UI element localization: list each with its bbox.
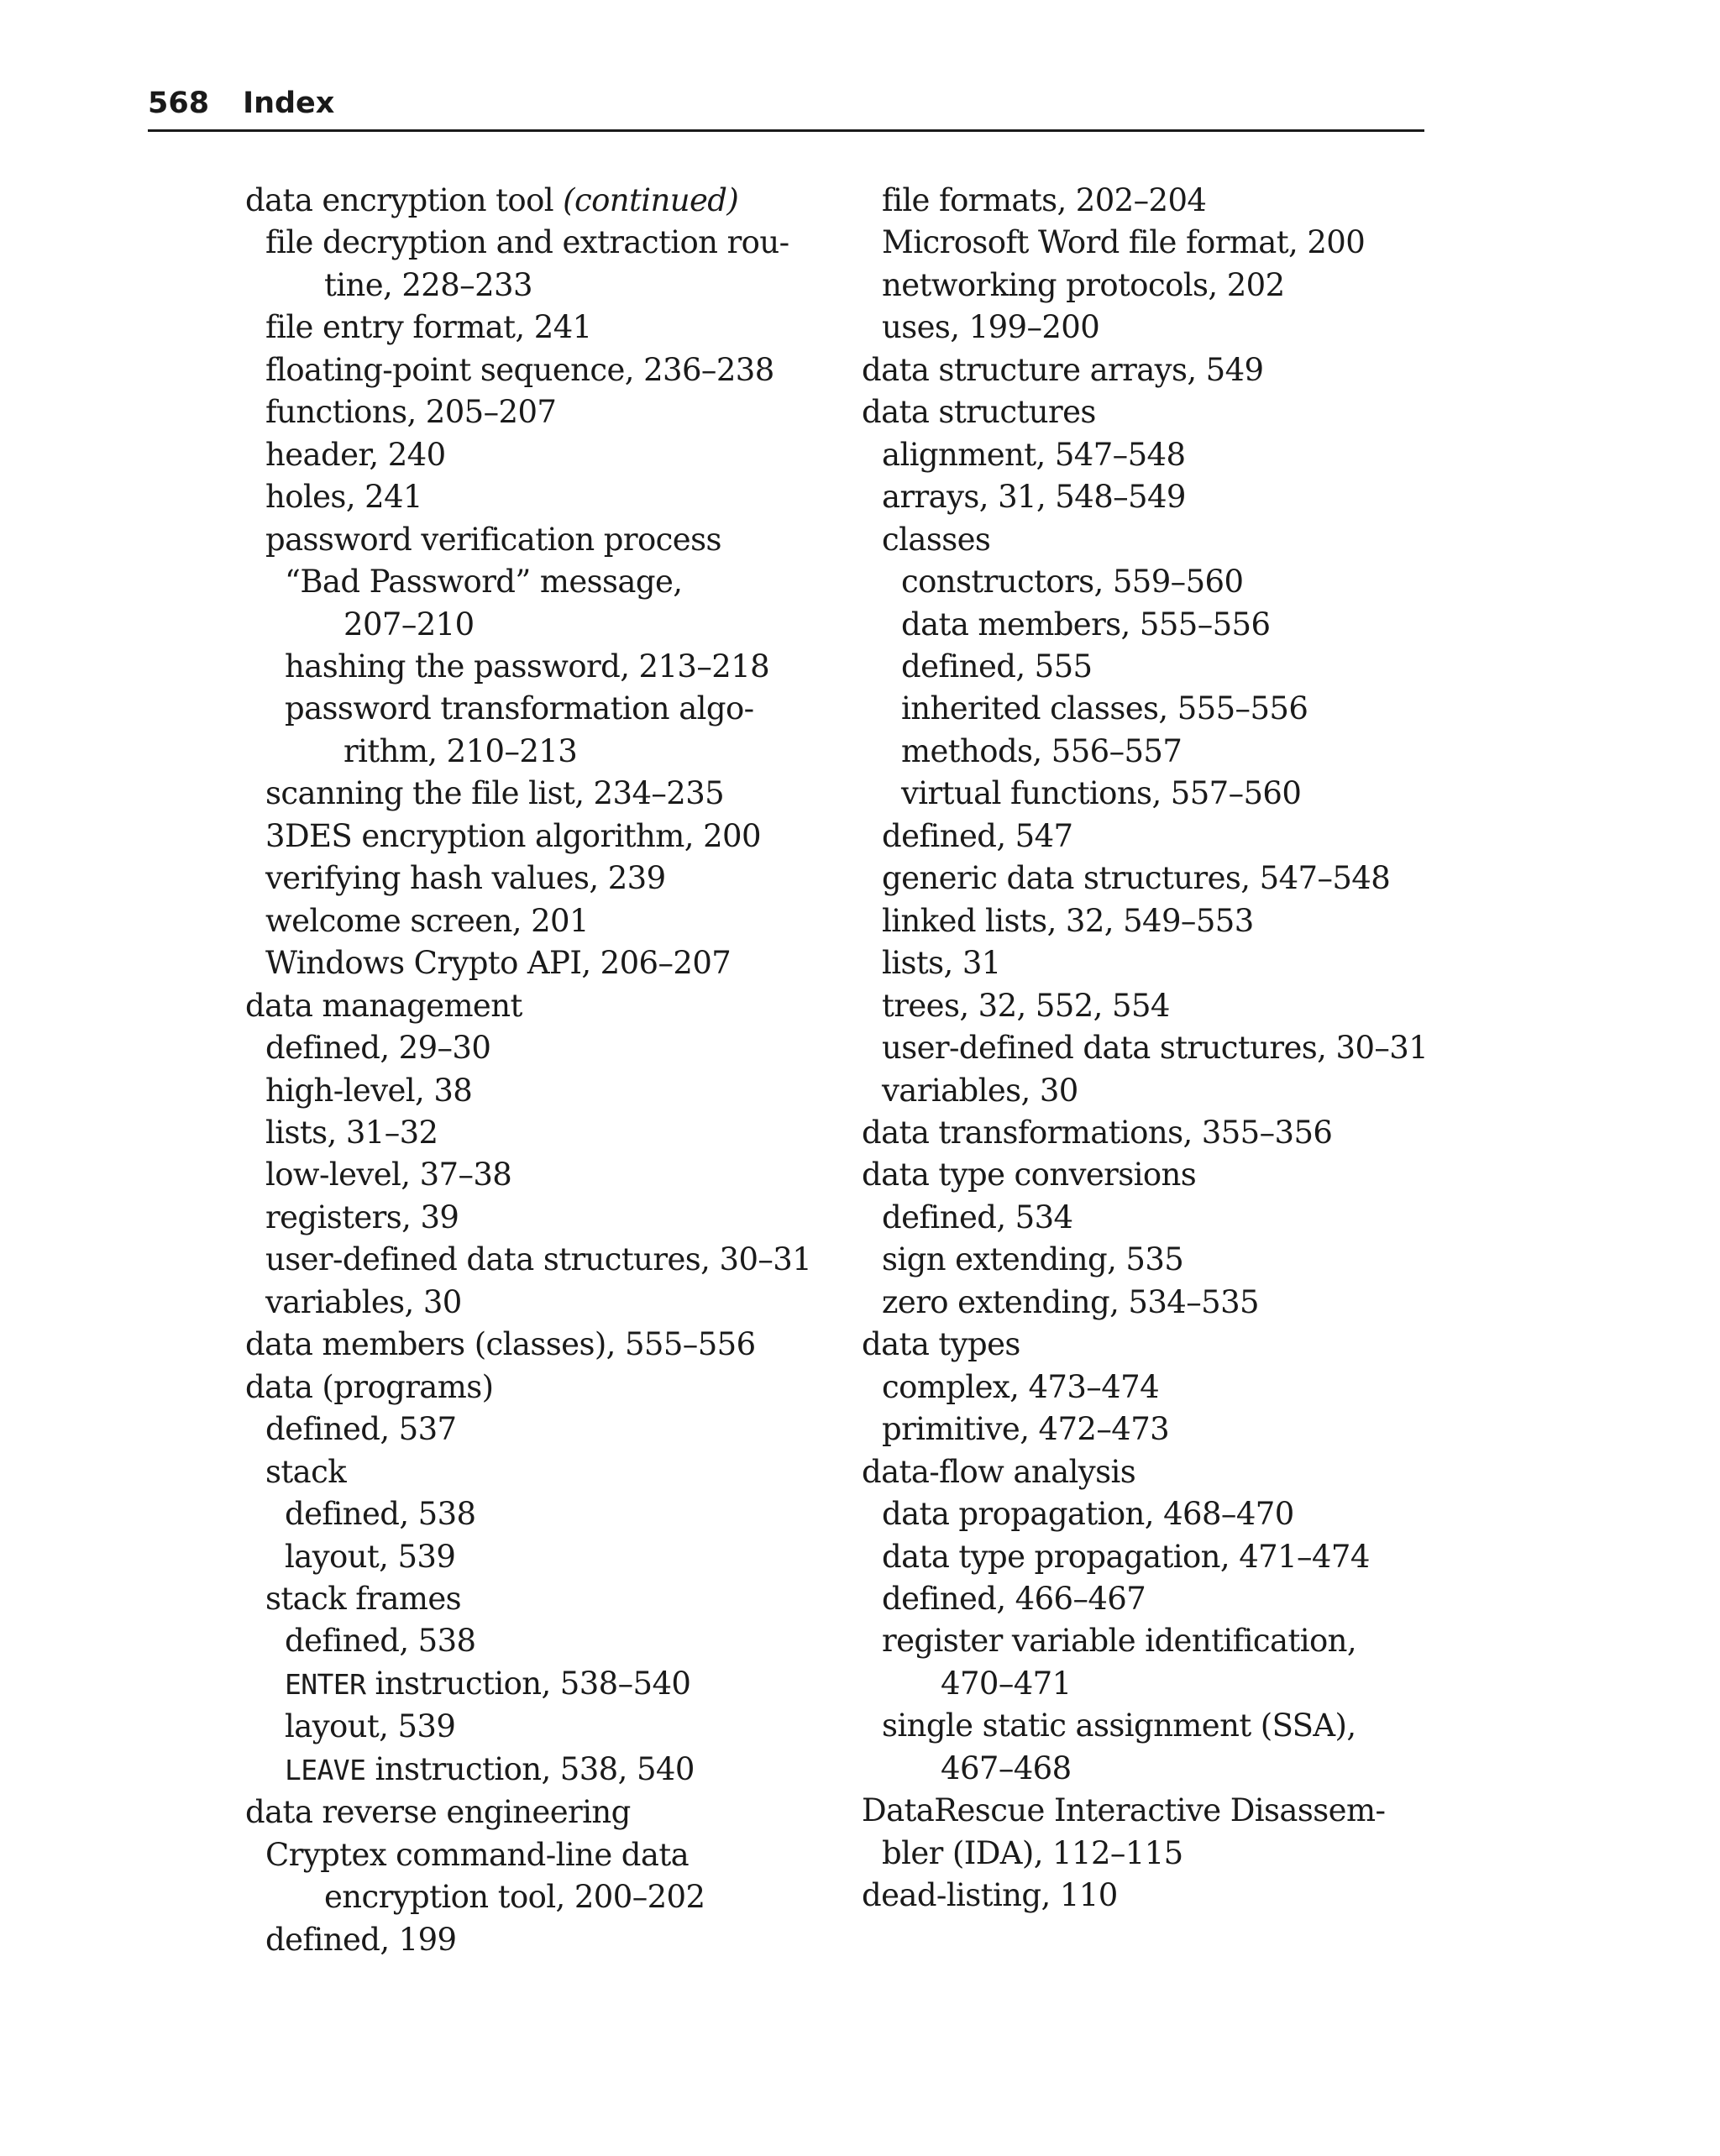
index-column-right <box>862 180 1441 1917</box>
index-subentry: variables, 30 <box>882 1072 1078 1109</box>
index-column-left <box>245 180 850 1961</box>
index-entry: data encryption tool (continued) <box>245 182 739 218</box>
index-entry: data structure arrays, 549 <box>862 351 1264 388</box>
index-subentry: alignment, 547–548 <box>882 436 1186 473</box>
index-subsubentry-continuation: rithm, 210–213 <box>343 732 578 769</box>
index-subentry: file decryption and extraction rou- <box>265 224 789 261</box>
index-subentry: data propagation, 468–470 <box>882 1496 1294 1533</box>
index-subentry: holes, 241 <box>265 479 422 516</box>
index-entry: data (programs) <box>245 1368 494 1405</box>
index-subentry: user-defined data structures, 30–31 <box>882 1030 1429 1067</box>
index-subentry: single static assignment (SSA), <box>882 1707 1356 1744</box>
index-subentry: defined, 537 <box>265 1411 457 1448</box>
index-entry: data type conversions <box>862 1157 1197 1193</box>
index-subsubentry: defined, 555 <box>901 648 1093 685</box>
index-subsubentry: methods, 556–557 <box>901 732 1182 769</box>
index-subentry: file entry format, 241 <box>265 309 592 346</box>
index-subsubentry: virtual functions, 557–560 <box>901 775 1302 812</box>
index-subentry-continuation: 470–471 <box>941 1665 1072 1702</box>
index-subentry: Windows Crypto API, 206–207 <box>265 945 732 982</box>
index-subentry: scanning the file list, 234–235 <box>265 775 725 812</box>
index-subsubentry: defined, 538 <box>285 1496 476 1533</box>
index-subentry: uses, 199–200 <box>882 309 1100 346</box>
index-subsubentry: ENTER instruction, 538–540 <box>285 1665 691 1702</box>
index-subentry: generic data structures, 547–548 <box>882 860 1391 897</box>
index-subentry: registers, 39 <box>265 1199 459 1235</box>
index-subentry: stack frames <box>265 1580 462 1617</box>
code-term: ENTER <box>285 1667 366 1701</box>
index-subsubentry: defined, 538 <box>285 1623 476 1660</box>
index-subentry: defined, 29–30 <box>265 1030 491 1067</box>
index-subentry: stack <box>265 1453 347 1490</box>
index-entry: data management <box>245 987 522 1024</box>
index-subsubentry: “Bad Password” message, <box>285 564 683 601</box>
index-subentry: Microsoft Word file format, 200 <box>882 224 1366 261</box>
index-subentry: arrays, 31, 548–549 <box>882 479 1186 516</box>
index-entry: data reverse engineering <box>245 1794 631 1831</box>
index-entry: data members (classes), 555–556 <box>245 1326 756 1363</box>
index-subentry: defined, 199 <box>265 1921 457 1958</box>
index-subentry: defined, 534 <box>882 1199 1073 1235</box>
index-entry: DataRescue Interactive Disassem- <box>862 1792 1386 1829</box>
index-subentry: linked lists, 32, 549–553 <box>882 902 1254 939</box>
index-subentry: welcome screen, 201 <box>265 902 589 939</box>
index-subentry-continuation: encryption tool, 200–202 <box>324 1879 705 1916</box>
index-subentry: trees, 32, 552, 554 <box>882 987 1170 1024</box>
index-entry: dead-listing, 110 <box>862 1877 1118 1914</box>
index-subentry: verifying hash values, 239 <box>265 860 666 897</box>
index-entry: data-flow analysis <box>862 1453 1136 1490</box>
index-entry-continuation: bler (IDA), 112–115 <box>882 1834 1183 1871</box>
index-subentry: high-level, 38 <box>265 1072 473 1109</box>
index-subentry-continuation: tine, 228–233 <box>324 266 532 303</box>
index-subentry: header, 240 <box>265 436 446 473</box>
index-subentry: password verification process <box>265 521 721 558</box>
index-subsubentry: layout, 539 <box>285 1538 456 1575</box>
index-entry: data transformations, 355–356 <box>862 1114 1333 1151</box>
code-term: LEAVE <box>285 1753 366 1786</box>
index-subsubentry: hashing the password, 213–218 <box>285 648 770 685</box>
index-subsubentry: inherited classes, 555–556 <box>901 690 1308 727</box>
index-subentry: variables, 30 <box>265 1283 462 1320</box>
index-subentry: low-level, 37–38 <box>265 1157 512 1193</box>
index-entry: data types <box>862 1326 1020 1363</box>
index-subentry: primitive, 472–473 <box>882 1411 1170 1448</box>
index-subentry: 3DES encryption algorithm, 200 <box>265 817 761 854</box>
index-subentry: networking protocols, 202 <box>882 266 1285 303</box>
index-subentry: defined, 547 <box>882 817 1073 854</box>
index-subsubentry-continuation: 207–210 <box>343 606 475 643</box>
index-subentry: zero extending, 534–535 <box>882 1283 1259 1320</box>
index-subentry: register variable identification, <box>882 1623 1357 1660</box>
index-subsubentry: constructors, 559–560 <box>901 564 1244 601</box>
index-subentry: data type propagation, 471–474 <box>882 1538 1370 1575</box>
index-subentry: classes <box>882 521 991 558</box>
index-subentry: file formats, 202–204 <box>882 182 1207 218</box>
index-subentry-continuation: 467–468 <box>941 1749 1072 1786</box>
index-subentry: lists, 31–32 <box>265 1114 438 1151</box>
index-subentry: functions, 205–207 <box>265 394 557 431</box>
index-subentry: lists, 31 <box>882 945 1001 982</box>
index-subsubentry: layout, 539 <box>285 1708 456 1745</box>
index-subentry: user-defined data structures, 30–31 <box>265 1241 812 1278</box>
index-subentry: complex, 473–474 <box>882 1368 1160 1405</box>
page-number: 568 <box>148 87 210 120</box>
index-subsubentry: password transformation algo- <box>285 690 754 727</box>
index-subsubentry: data members, 555–556 <box>901 606 1271 643</box>
index-subentry: floating-point sequence, 236–238 <box>265 351 774 388</box>
index-subsubentry: LEAVE instruction, 538, 540 <box>285 1750 695 1787</box>
section-title: Index <box>243 87 335 120</box>
index-entry: data structures <box>862 394 1096 431</box>
index-subentry: sign extending, 535 <box>882 1241 1184 1278</box>
index-subentry: defined, 466–467 <box>882 1580 1146 1617</box>
running-header <box>148 84 1424 132</box>
index-subentry: Cryptex command-line data <box>265 1836 690 1873</box>
